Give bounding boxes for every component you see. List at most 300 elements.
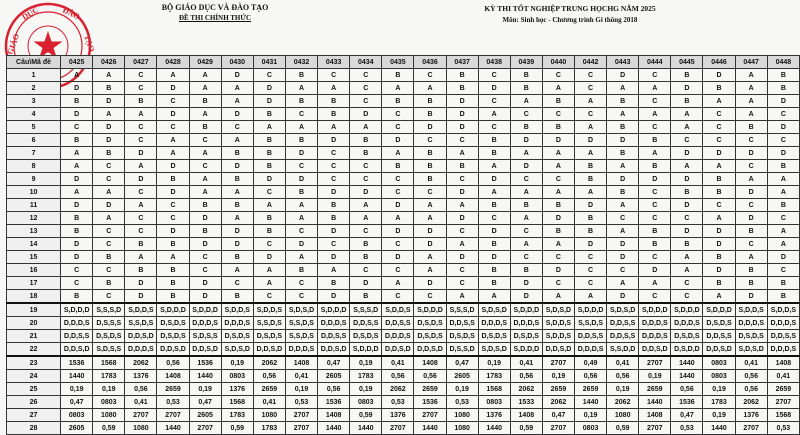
answer-cell: C (350, 69, 382, 82)
answer-cell: S,D,D,S (542, 330, 574, 343)
answer-cell: C (414, 69, 446, 82)
answer-cell: A (639, 147, 671, 160)
answer-cell: 0803 (703, 356, 735, 370)
answer-cell: S,S,D,S (575, 317, 607, 330)
answer-cell: 0,56 (382, 370, 414, 383)
answer-cell: C (93, 160, 125, 173)
answer-cell: 1440 (671, 356, 703, 370)
answer-cell: 0,19 (703, 383, 735, 396)
answer-cell: B (446, 82, 478, 95)
answer-cell: D (285, 173, 317, 186)
answer-cell: 1783 (93, 370, 125, 383)
exam-code-header: 0442 (575, 56, 607, 69)
answer-cell: D (542, 134, 574, 147)
answer-cell: 1440 (703, 422, 735, 435)
answer-cell: 2605 (318, 370, 350, 383)
answer-cell: B (253, 212, 285, 225)
table-row (7, 238, 800, 251)
table-row (7, 212, 800, 225)
exam-code-header: 0428 (157, 56, 189, 69)
question-number-cell: 8 (7, 160, 61, 173)
answer-cell: S,S,D,S (285, 317, 317, 330)
answer-cell: S,D,D,S (253, 303, 285, 317)
table-row (7, 264, 800, 277)
answer-cell: 2605 (446, 370, 478, 383)
answer-cell: S,S,S,D (350, 303, 382, 317)
answer-cell: S,D,D,S (221, 303, 253, 317)
answer-cell: B (575, 212, 607, 225)
answer-cell: S,S,D,S (285, 330, 317, 343)
answer-cell: 1080 (607, 409, 639, 422)
question-number-cell: 2 (7, 82, 61, 95)
answer-cell: D (221, 160, 253, 173)
ministry-name: BỘ GIÁO DỤC VÀ ĐÀO TẠO (161, 3, 269, 12)
answer-cell: 0,41 (767, 370, 799, 383)
answer-cell: B (253, 225, 285, 238)
answer-cell: A (671, 121, 703, 134)
answer-cell: D (382, 225, 414, 238)
header-corner-cell: Câu\Mã đề (7, 56, 61, 69)
answer-cell: C (703, 121, 735, 134)
answer-cell: A (671, 251, 703, 264)
answer-cell: C (157, 95, 189, 108)
answer-cell: 1440 (671, 370, 703, 383)
exam-code-header: 0445 (671, 56, 703, 69)
answer-cell: D (607, 69, 639, 82)
answer-cell: C (318, 147, 350, 160)
answer-cell: A (542, 147, 574, 160)
answer-cell: A (253, 121, 285, 134)
answer-cell: S,D,S,D (542, 303, 574, 317)
exam-code-header: 0448 (767, 56, 799, 69)
answer-cell: B (510, 121, 542, 134)
answer-cell: 2659 (542, 383, 574, 396)
answer-cell: 1783 (703, 396, 735, 409)
answer-cell: B (575, 160, 607, 173)
answer-cell: D (703, 225, 735, 238)
question-number-cell: 9 (7, 173, 61, 186)
answer-cell: D (478, 82, 510, 95)
answer-cell: D (61, 251, 93, 264)
answer-cell: D,D,D,S (639, 330, 671, 343)
answer-cell: C (446, 173, 478, 186)
answer-cell: 0,56 (607, 370, 639, 383)
answer-cell: D,S,D,S (157, 330, 189, 343)
answer-cell: 2707 (735, 422, 767, 435)
answer-cell: C (735, 134, 767, 147)
answer-cell: 0,59 (350, 409, 382, 422)
answer-cell: D,D,D,S (478, 317, 510, 330)
answer-cell: 1783 (350, 370, 382, 383)
answer-cell: S,D,D,S (542, 317, 574, 330)
answer-cell: C (767, 134, 799, 147)
answer-cell: A (221, 264, 253, 277)
answer-cell: D (735, 212, 767, 225)
answer-cell: C (318, 69, 350, 82)
exam-code-header: 0446 (703, 56, 735, 69)
answer-cell: C (735, 160, 767, 173)
answer-cell: D (221, 238, 253, 251)
answer-cell: 0803 (703, 370, 735, 383)
answer-cell: C (414, 290, 446, 304)
answer-cell: D,S,D,S (93, 330, 125, 343)
answer-cell: D (478, 251, 510, 264)
answer-cell: 1080 (253, 409, 285, 422)
answer-cell: D (189, 212, 221, 225)
answer-cell: D (767, 121, 799, 134)
answer-cell: D,D,S,S (607, 317, 639, 330)
table-row (7, 108, 800, 121)
answer-cell: C (382, 290, 414, 304)
exam-code-header: 0425 (61, 56, 93, 69)
answer-cell: D,D,D,S (575, 343, 607, 357)
answer-cell: C (639, 95, 671, 108)
answer-cell: 0,47 (189, 396, 221, 409)
answer-cell: A (735, 69, 767, 82)
answer-cell: D,D,S,D (189, 343, 221, 357)
exam-code-header: 0438 (478, 56, 510, 69)
answer-cell: S,D,D,D (671, 303, 703, 317)
answer-cell: 1440 (61, 370, 93, 383)
answer-cell: B (61, 290, 93, 304)
answer-cell: 2062 (382, 383, 414, 396)
official-label: ĐỀ THI CHÍNH THỨC (178, 14, 252, 22)
answer-cell: C (478, 212, 510, 225)
answer-cell: 0,53 (157, 396, 189, 409)
answer-cell: S,S,S,D (446, 303, 478, 317)
answer-cell: D (318, 134, 350, 147)
answer-cell: A (671, 264, 703, 277)
answer-cell: 0,59 (510, 422, 542, 435)
answer-cell: 1080 (93, 409, 125, 422)
answer-cell: 1408 (318, 409, 350, 422)
answer-cell: B (671, 186, 703, 199)
answer-cell: D,D,D,S (61, 317, 93, 330)
answer-cell: S,S,D,D (607, 343, 639, 357)
svg-text:GIÁO: GIÁO (5, 32, 22, 56)
answer-cell: A (221, 186, 253, 199)
answer-cell: D (61, 82, 93, 95)
answer-cell: A (125, 108, 157, 121)
answer-cell: D,D,D,S (510, 317, 542, 330)
answer-cell: 1536 (61, 356, 93, 370)
answer-cell: A (767, 238, 799, 251)
answer-cell: B (607, 121, 639, 134)
answer-cell: C (157, 199, 189, 212)
answer-cell: A (318, 121, 350, 134)
question-number-cell: 7 (7, 147, 61, 160)
answer-cell: 0,56 (157, 356, 189, 370)
answer-cell: B (221, 199, 253, 212)
answer-cell: B (735, 277, 767, 290)
answer-cell: 2605 (61, 422, 93, 435)
answer-cell: D (93, 199, 125, 212)
answer-cell: B (318, 108, 350, 121)
answer-cell: A (414, 82, 446, 95)
question-number-cell: 26 (7, 396, 61, 409)
answer-cell: B (703, 186, 735, 199)
answer-cell: D (318, 225, 350, 238)
question-number-cell: 20 (7, 317, 61, 330)
answer-cell: B (671, 69, 703, 82)
answer-cell: C (189, 264, 221, 277)
answer-cell: S,D,D,D (414, 303, 446, 317)
answer-cell: 1536 (318, 396, 350, 409)
answer-cell: C (510, 225, 542, 238)
answer-cell: 0,59 (221, 422, 253, 435)
answer-cell: A (542, 238, 574, 251)
answer-cell: 2659 (414, 383, 446, 396)
answer-cell: S,D,S,S (93, 343, 125, 357)
answer-cell: D,S,D,S (350, 330, 382, 343)
answer-cell: A (607, 277, 639, 290)
answer-cell: C (157, 121, 189, 134)
answer-cell: S,D,D,S (125, 303, 157, 317)
answer-cell: A (350, 121, 382, 134)
answer-cell: D (221, 69, 253, 82)
answer-cell: A (639, 277, 671, 290)
answer-cell: A (61, 160, 93, 173)
answer-key-table (6, 55, 800, 435)
answer-cell: 1783 (478, 370, 510, 383)
answer-cell: B (61, 95, 93, 108)
answer-cell: B (703, 173, 735, 186)
answer-cell: D (253, 173, 285, 186)
answer-cell: C (575, 82, 607, 95)
question-number-cell: 6 (7, 134, 61, 147)
answer-cell: C (350, 82, 382, 95)
answer-cell: B (478, 238, 510, 251)
answer-cell: D (157, 186, 189, 199)
table-row (7, 147, 800, 160)
exam-code-header: 0444 (639, 56, 671, 69)
answer-cell: B (446, 69, 478, 82)
answer-cell: D,D,D,S (285, 343, 317, 357)
answer-cell: 2707 (414, 409, 446, 422)
question-number-cell: 1 (7, 69, 61, 82)
answer-cell: D,D,S,D (542, 343, 574, 357)
answer-cell: 2707 (542, 356, 574, 370)
answer-cell: A (575, 290, 607, 304)
answer-cell: B (735, 121, 767, 134)
answer-cell: D,D,D,S (125, 343, 157, 357)
exam-code-header: 0434 (350, 56, 382, 69)
answer-cell: C (382, 121, 414, 134)
answer-cell: D (93, 121, 125, 134)
answer-cell: D,D,D,S (189, 317, 221, 330)
answer-cell: D (414, 121, 446, 134)
answer-cell: D (542, 264, 574, 277)
exam-subject: Môn: Sinh học - Chương trình Gi thông 2018 (502, 16, 638, 24)
answer-cell: D (253, 95, 285, 108)
answer-cell: D (318, 290, 350, 304)
answer-cell: 2605 (189, 409, 221, 422)
answer-cell: D (157, 108, 189, 121)
answer-cell: 2062 (125, 356, 157, 370)
answer-cell: A (607, 82, 639, 95)
answer-cell: 0,56 (575, 370, 607, 383)
answer-cell: A (639, 108, 671, 121)
answer-cell: C (93, 225, 125, 238)
table-row (7, 356, 800, 370)
answer-cell: D (414, 238, 446, 251)
answer-cell: A (703, 160, 735, 173)
answer-cell: D (414, 225, 446, 238)
answer-cell: B (350, 290, 382, 304)
answer-cell: B (61, 225, 93, 238)
answer-cell: D,D,S,D (703, 343, 735, 357)
answer-cell: A (221, 212, 253, 225)
answer-cell: 0,56 (735, 383, 767, 396)
table-row (7, 396, 800, 409)
answer-cell: 0,19 (542, 370, 574, 383)
answer-cell: A (318, 264, 350, 277)
answer-cell: D (93, 95, 125, 108)
answer-cell: D (350, 277, 382, 290)
answer-cell: C (639, 121, 671, 134)
answer-cell: A (253, 199, 285, 212)
answer-cell: A (189, 147, 221, 160)
header-right (420, 3, 720, 26)
answer-cell: 2062 (510, 383, 542, 396)
answer-cell: D (446, 186, 478, 199)
answer-cell: D (703, 264, 735, 277)
answer-cell: 1080 (446, 422, 478, 435)
answer-cell: 0803 (221, 370, 253, 383)
answer-cell: B (446, 160, 478, 173)
table-row (7, 277, 800, 290)
answer-cell: 0,19 (575, 409, 607, 422)
answer-cell: A (189, 186, 221, 199)
question-number-cell: 24 (7, 370, 61, 383)
answer-cell: C (767, 212, 799, 225)
answer-cell: D,D,D,S (221, 317, 253, 330)
answer-cell: C (446, 225, 478, 238)
answer-cell: 2707 (189, 422, 221, 435)
answer-cell: B (767, 199, 799, 212)
answer-cell: 1783 (253, 422, 285, 435)
answer-cell: C (318, 160, 350, 173)
answer-cell: 0,47 (446, 356, 478, 370)
answer-cell: 0803 (478, 396, 510, 409)
question-number-cell: 14 (7, 238, 61, 251)
answer-cell: D (318, 186, 350, 199)
answer-cell: D (93, 134, 125, 147)
answer-cell: 0,19 (350, 383, 382, 396)
answer-cell: C (125, 82, 157, 95)
answer-cell: 0,49 (575, 356, 607, 370)
answer-cell: S,D,D,S (382, 303, 414, 317)
answer-cell: B (607, 95, 639, 108)
answer-cell: C (350, 225, 382, 238)
answer-cell: B (703, 277, 735, 290)
answer-cell: D (575, 199, 607, 212)
question-number-cell: 22 (7, 343, 61, 357)
answer-cell: A (446, 290, 478, 304)
answer-cell: 0803 (575, 422, 607, 435)
answer-cell: D (703, 147, 735, 160)
answer-cell: D,S,D,S (221, 330, 253, 343)
answer-cell: A (93, 69, 125, 82)
answer-cell: A (382, 82, 414, 95)
answer-cell: 0,19 (189, 383, 221, 396)
answer-cell: D (157, 160, 189, 173)
answer-cell: A (735, 173, 767, 186)
answer-cell: 0,19 (285, 383, 317, 396)
answer-cell: B (189, 121, 221, 134)
question-number-cell: 5 (7, 121, 61, 134)
answer-cell: 2659 (157, 383, 189, 396)
answer-cell: C (703, 134, 735, 147)
svg-text:TẠO: TẠO (82, 33, 97, 53)
answer-cell: C (510, 251, 542, 264)
answer-cell: A (157, 69, 189, 82)
answer-cell: 0,19 (61, 383, 93, 396)
answer-cell: B (414, 173, 446, 186)
svg-text:ĐÀO: ĐÀO (61, 5, 82, 22)
answer-cell: C (703, 199, 735, 212)
table-row (7, 422, 800, 435)
table-row (7, 251, 800, 264)
exam-code-header: 0447 (735, 56, 767, 69)
answer-cell: 0,53 (671, 422, 703, 435)
answer-cell: D (607, 238, 639, 251)
table-header-row (7, 56, 800, 69)
answer-cell: B (478, 134, 510, 147)
answer-cell: 1440 (189, 370, 221, 383)
answer-cell: D,D,S,S (446, 317, 478, 330)
answer-cell: B (478, 277, 510, 290)
answer-cell: B (61, 212, 93, 225)
answer-cell: D (703, 238, 735, 251)
table-row (7, 134, 800, 147)
answer-cell: A (575, 95, 607, 108)
answer-cell: 0,47 (318, 356, 350, 370)
answer-cell: B (93, 277, 125, 290)
answer-cell: B (350, 251, 382, 264)
answer-cell: D (607, 134, 639, 147)
exam-code-header: 0437 (446, 56, 478, 69)
question-number-cell: 27 (7, 409, 61, 422)
answer-cell: B (350, 147, 382, 160)
header-left (60, 2, 370, 23)
answer-cell: 0,41 (285, 370, 317, 383)
answer-cell: C (575, 251, 607, 264)
answer-cell: D (318, 251, 350, 264)
answer-cell: 0,41 (253, 396, 285, 409)
answer-cell: B (157, 173, 189, 186)
question-number-cell: 15 (7, 251, 61, 264)
answer-cell: D (61, 173, 93, 186)
answer-cell: C (285, 160, 317, 173)
answer-cell: D (735, 290, 767, 304)
answer-cell: D (671, 147, 703, 160)
answer-cell: 0,56 (510, 370, 542, 383)
answer-cell: A (125, 251, 157, 264)
answer-cell: B (253, 108, 285, 121)
answer-cell: D (189, 290, 221, 304)
table-row (7, 383, 800, 396)
answer-cell: B (735, 225, 767, 238)
answer-cell: S,D,S,D (607, 303, 639, 317)
answer-cell: 1408 (157, 370, 189, 383)
exam-code-header: 0430 (221, 56, 253, 69)
table-row (7, 121, 800, 134)
answer-cell: 1440 (575, 396, 607, 409)
answer-cell: A (478, 186, 510, 199)
answer-cell: A (125, 199, 157, 212)
answer-cell: A (285, 82, 317, 95)
